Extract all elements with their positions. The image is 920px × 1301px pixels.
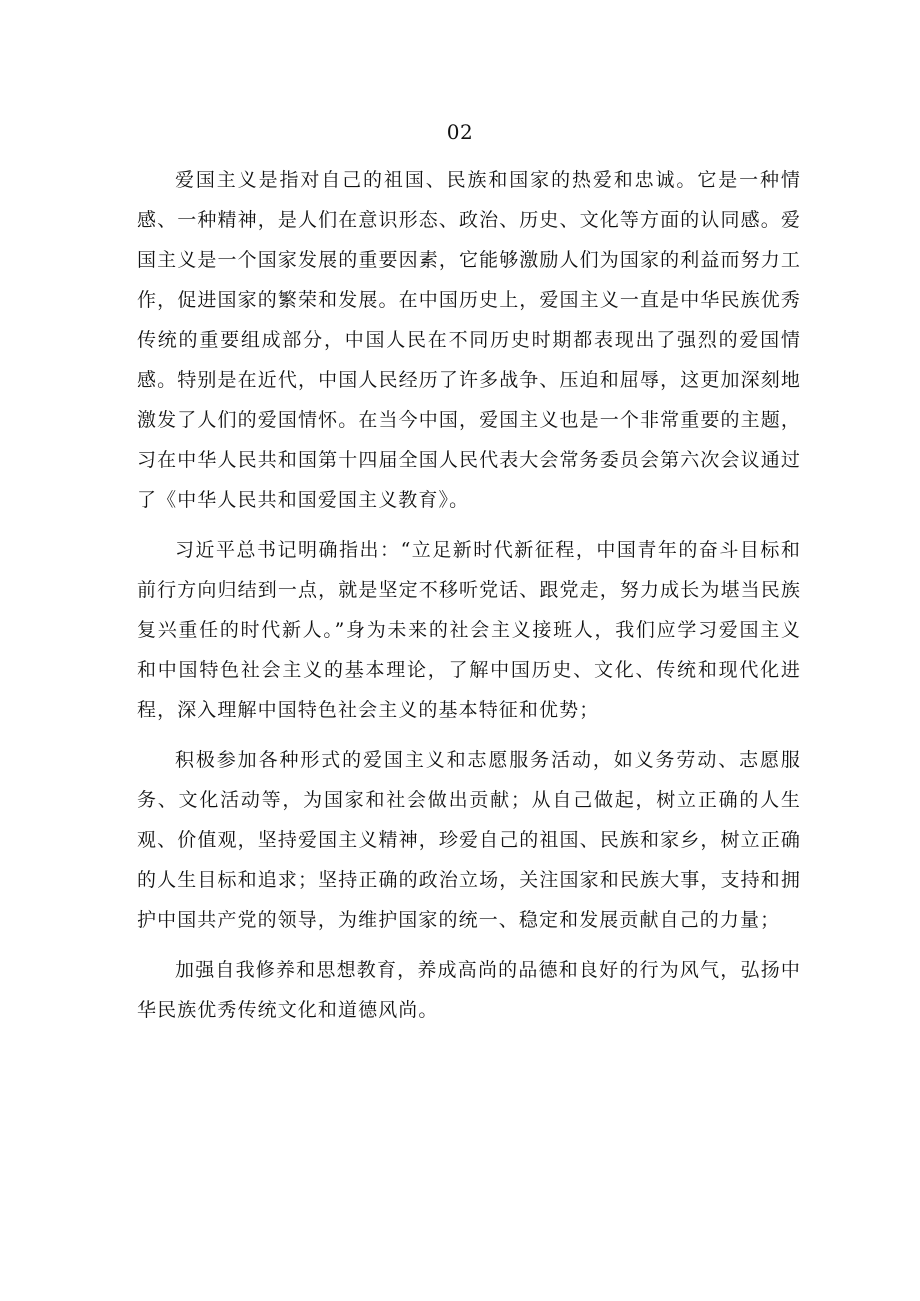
paragraph-self-cultivation: 加强自我修养和思想教育，养成高尚的品德和良好的行为风气，弘扬中华民族优秀传统文化和道德风尚。 [137,959,801,1021]
body-text [137,160,801,1040]
paragraph-xi-quote: 习近平总书记明确指出：“立足新时代新征程，中国青年的奋斗目标和前行方向归结到一点，就是坚定不移听党话、跟党走，努力成长为堪当民族复兴重任的时代新人。”身为未来的社会主义接班人，我们应学习爱国主义和中国特色社会主义的基本理论，了解中国历史、文化、传统和现代化进程，深入理解中国特色社会主义的基本特征和优势； [137,539,801,721]
paragraph-volunteer-activities: 积极参加各种形式的爱国主义和志愿服务活动，如义务劳动、志愿服务、文化活动等，为国家和社会做出贡献；从自己做起，树立正确的人生观、价值观，坚持爱国主义精神，珍爱自己的祖国、民族和家乡，树立正确的人生目标和追求；坚持正确的政治立场，关注国家和民族大事，支持和拥护中国共产党的领导，为维护国家的统一、稳定和发展贡献自己的力量； [137,749,801,931]
paragraph-patriotism-definition: 爱国主义是指对自己的祖国、民族和国家的热爱和忠诚。它是一种情感、一种精神，是人们在意识形态、政治、历史、文化等方面的认同感。爱国主义是一个国家发展的重要因素，它能够激励人们为国家的利益而努力工作，促进国家的繁荣和发展。在中国历史上，爱国主义一直是中华民族优秀传统的重要组成部分，中国人民在不同历史时期都表现出了强烈的爱国情感。特别是在近代，中国人民经历了许多战争、压迫和屈辱，这更加深刻地激发了人们的爱国情怀。在当今中国，爱国主义也是一个非常重要的主题，习在中华人民共和国第十四届全国人民代表大会常务委员会第六次会议通过了《中华人民共和国爱国主义教育》。 [137,169,801,511]
page-number: 02 [446,120,474,144]
